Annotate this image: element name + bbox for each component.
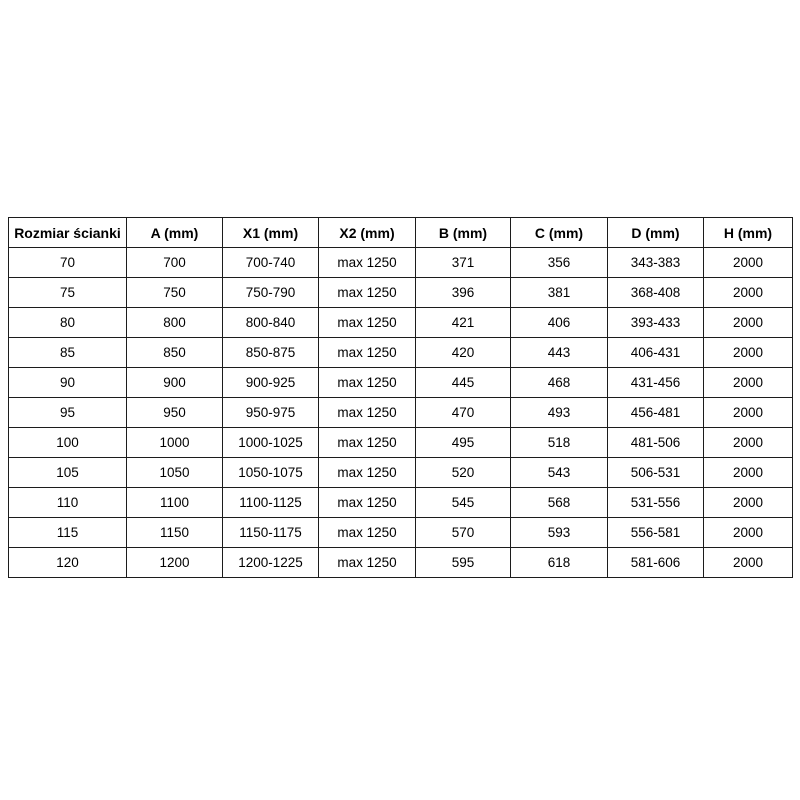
table-cell: 950 xyxy=(127,398,223,428)
table-cell: 495 xyxy=(416,428,511,458)
table-cell: max 1250 xyxy=(319,518,416,548)
table-cell: 518 xyxy=(511,428,608,458)
table-cell: 543 xyxy=(511,458,608,488)
table-cell: 2000 xyxy=(704,458,793,488)
table-cell: 581-606 xyxy=(608,548,704,578)
table-cell: 531-556 xyxy=(608,488,704,518)
table-row xyxy=(9,548,793,578)
table-cell: 493 xyxy=(511,398,608,428)
table-cell: max 1250 xyxy=(319,308,416,338)
table-cell: 568 xyxy=(511,488,608,518)
column-header: Rozmiar ścianki xyxy=(9,218,127,248)
table-cell: 556-581 xyxy=(608,518,704,548)
table-cell: 700-740 xyxy=(223,248,319,278)
table-cell: 396 xyxy=(416,278,511,308)
table-cell: 468 xyxy=(511,368,608,398)
table-cell: 100 xyxy=(9,428,127,458)
column-header: X2 (mm) xyxy=(319,218,416,248)
table-cell: 470 xyxy=(416,398,511,428)
table-cell: 110 xyxy=(9,488,127,518)
table-cell: 381 xyxy=(511,278,608,308)
table-cell: 105 xyxy=(9,458,127,488)
table-cell: 900-925 xyxy=(223,368,319,398)
table-cell: 1050-1075 xyxy=(223,458,319,488)
table-row xyxy=(9,398,793,428)
column-header: H (mm) xyxy=(704,218,793,248)
table-cell: 406-431 xyxy=(608,338,704,368)
table-cell: max 1250 xyxy=(319,368,416,398)
table-row xyxy=(9,248,793,278)
table-cell: 700 xyxy=(127,248,223,278)
dimensions-table xyxy=(8,217,793,578)
column-header: D (mm) xyxy=(608,218,704,248)
table-body xyxy=(9,248,793,578)
table-cell: max 1250 xyxy=(319,458,416,488)
table-cell: 900 xyxy=(127,368,223,398)
table-cell: 2000 xyxy=(704,428,793,458)
table-cell: max 1250 xyxy=(319,548,416,578)
table-row xyxy=(9,428,793,458)
table-cell: max 1250 xyxy=(319,278,416,308)
table-cell: 2000 xyxy=(704,398,793,428)
table-cell: 456-481 xyxy=(608,398,704,428)
table-cell: 481-506 xyxy=(608,428,704,458)
table-cell: max 1250 xyxy=(319,428,416,458)
table-row xyxy=(9,518,793,548)
column-header: C (mm) xyxy=(511,218,608,248)
column-header: B (mm) xyxy=(416,218,511,248)
table-cell: 371 xyxy=(416,248,511,278)
table-cell: 95 xyxy=(9,398,127,428)
table-cell: max 1250 xyxy=(319,248,416,278)
table-cell: 520 xyxy=(416,458,511,488)
header-row xyxy=(9,218,793,248)
table-cell: 2000 xyxy=(704,338,793,368)
table-cell: 1100 xyxy=(127,488,223,518)
table-cell: 800-840 xyxy=(223,308,319,338)
table-cell: 2000 xyxy=(704,518,793,548)
column-header: X1 (mm) xyxy=(223,218,319,248)
table-cell: 2000 xyxy=(704,548,793,578)
table-cell: 120 xyxy=(9,548,127,578)
table-cell: 90 xyxy=(9,368,127,398)
table-cell: 850 xyxy=(127,338,223,368)
table-cell: 420 xyxy=(416,338,511,368)
table-cell: 618 xyxy=(511,548,608,578)
table-cell: max 1250 xyxy=(319,398,416,428)
table-cell: 406 xyxy=(511,308,608,338)
table-cell: 115 xyxy=(9,518,127,548)
table-cell: 750-790 xyxy=(223,278,319,308)
table-cell: max 1250 xyxy=(319,488,416,518)
table-cell: 443 xyxy=(511,338,608,368)
column-header: A (mm) xyxy=(127,218,223,248)
table-cell: 593 xyxy=(511,518,608,548)
table-cell: 393-433 xyxy=(608,308,704,338)
table-cell: 70 xyxy=(9,248,127,278)
table-cell: 506-531 xyxy=(608,458,704,488)
table-cell: 2000 xyxy=(704,488,793,518)
table-cell: 1150 xyxy=(127,518,223,548)
table-cell: 1200 xyxy=(127,548,223,578)
table-cell: 850-875 xyxy=(223,338,319,368)
table-cell: 445 xyxy=(416,368,511,398)
table-cell: 1200-1225 xyxy=(223,548,319,578)
table-row xyxy=(9,338,793,368)
table-cell: 343-383 xyxy=(608,248,704,278)
table-row xyxy=(9,368,793,398)
table-cell: 75 xyxy=(9,278,127,308)
table-cell: 1150-1175 xyxy=(223,518,319,548)
table-row xyxy=(9,458,793,488)
table-cell: 356 xyxy=(511,248,608,278)
table-cell: 1000 xyxy=(127,428,223,458)
table-cell: 595 xyxy=(416,548,511,578)
table-cell: 85 xyxy=(9,338,127,368)
table-cell: 750 xyxy=(127,278,223,308)
table-row xyxy=(9,308,793,338)
table-cell: 1100-1125 xyxy=(223,488,319,518)
table-cell: 80 xyxy=(9,308,127,338)
table-cell: 2000 xyxy=(704,278,793,308)
table-cell: 545 xyxy=(416,488,511,518)
table-row xyxy=(9,488,793,518)
table-cell: 1000-1025 xyxy=(223,428,319,458)
table-cell: 368-408 xyxy=(608,278,704,308)
table-cell: 2000 xyxy=(704,368,793,398)
table-cell: 800 xyxy=(127,308,223,338)
table-cell: max 1250 xyxy=(319,338,416,368)
table-cell: 1050 xyxy=(127,458,223,488)
table-cell: 2000 xyxy=(704,248,793,278)
table-cell: 421 xyxy=(416,308,511,338)
table-head xyxy=(9,218,793,248)
table-row xyxy=(9,278,793,308)
table-cell: 431-456 xyxy=(608,368,704,398)
table-cell: 950-975 xyxy=(223,398,319,428)
table-cell: 2000 xyxy=(704,308,793,338)
table-cell: 570 xyxy=(416,518,511,548)
